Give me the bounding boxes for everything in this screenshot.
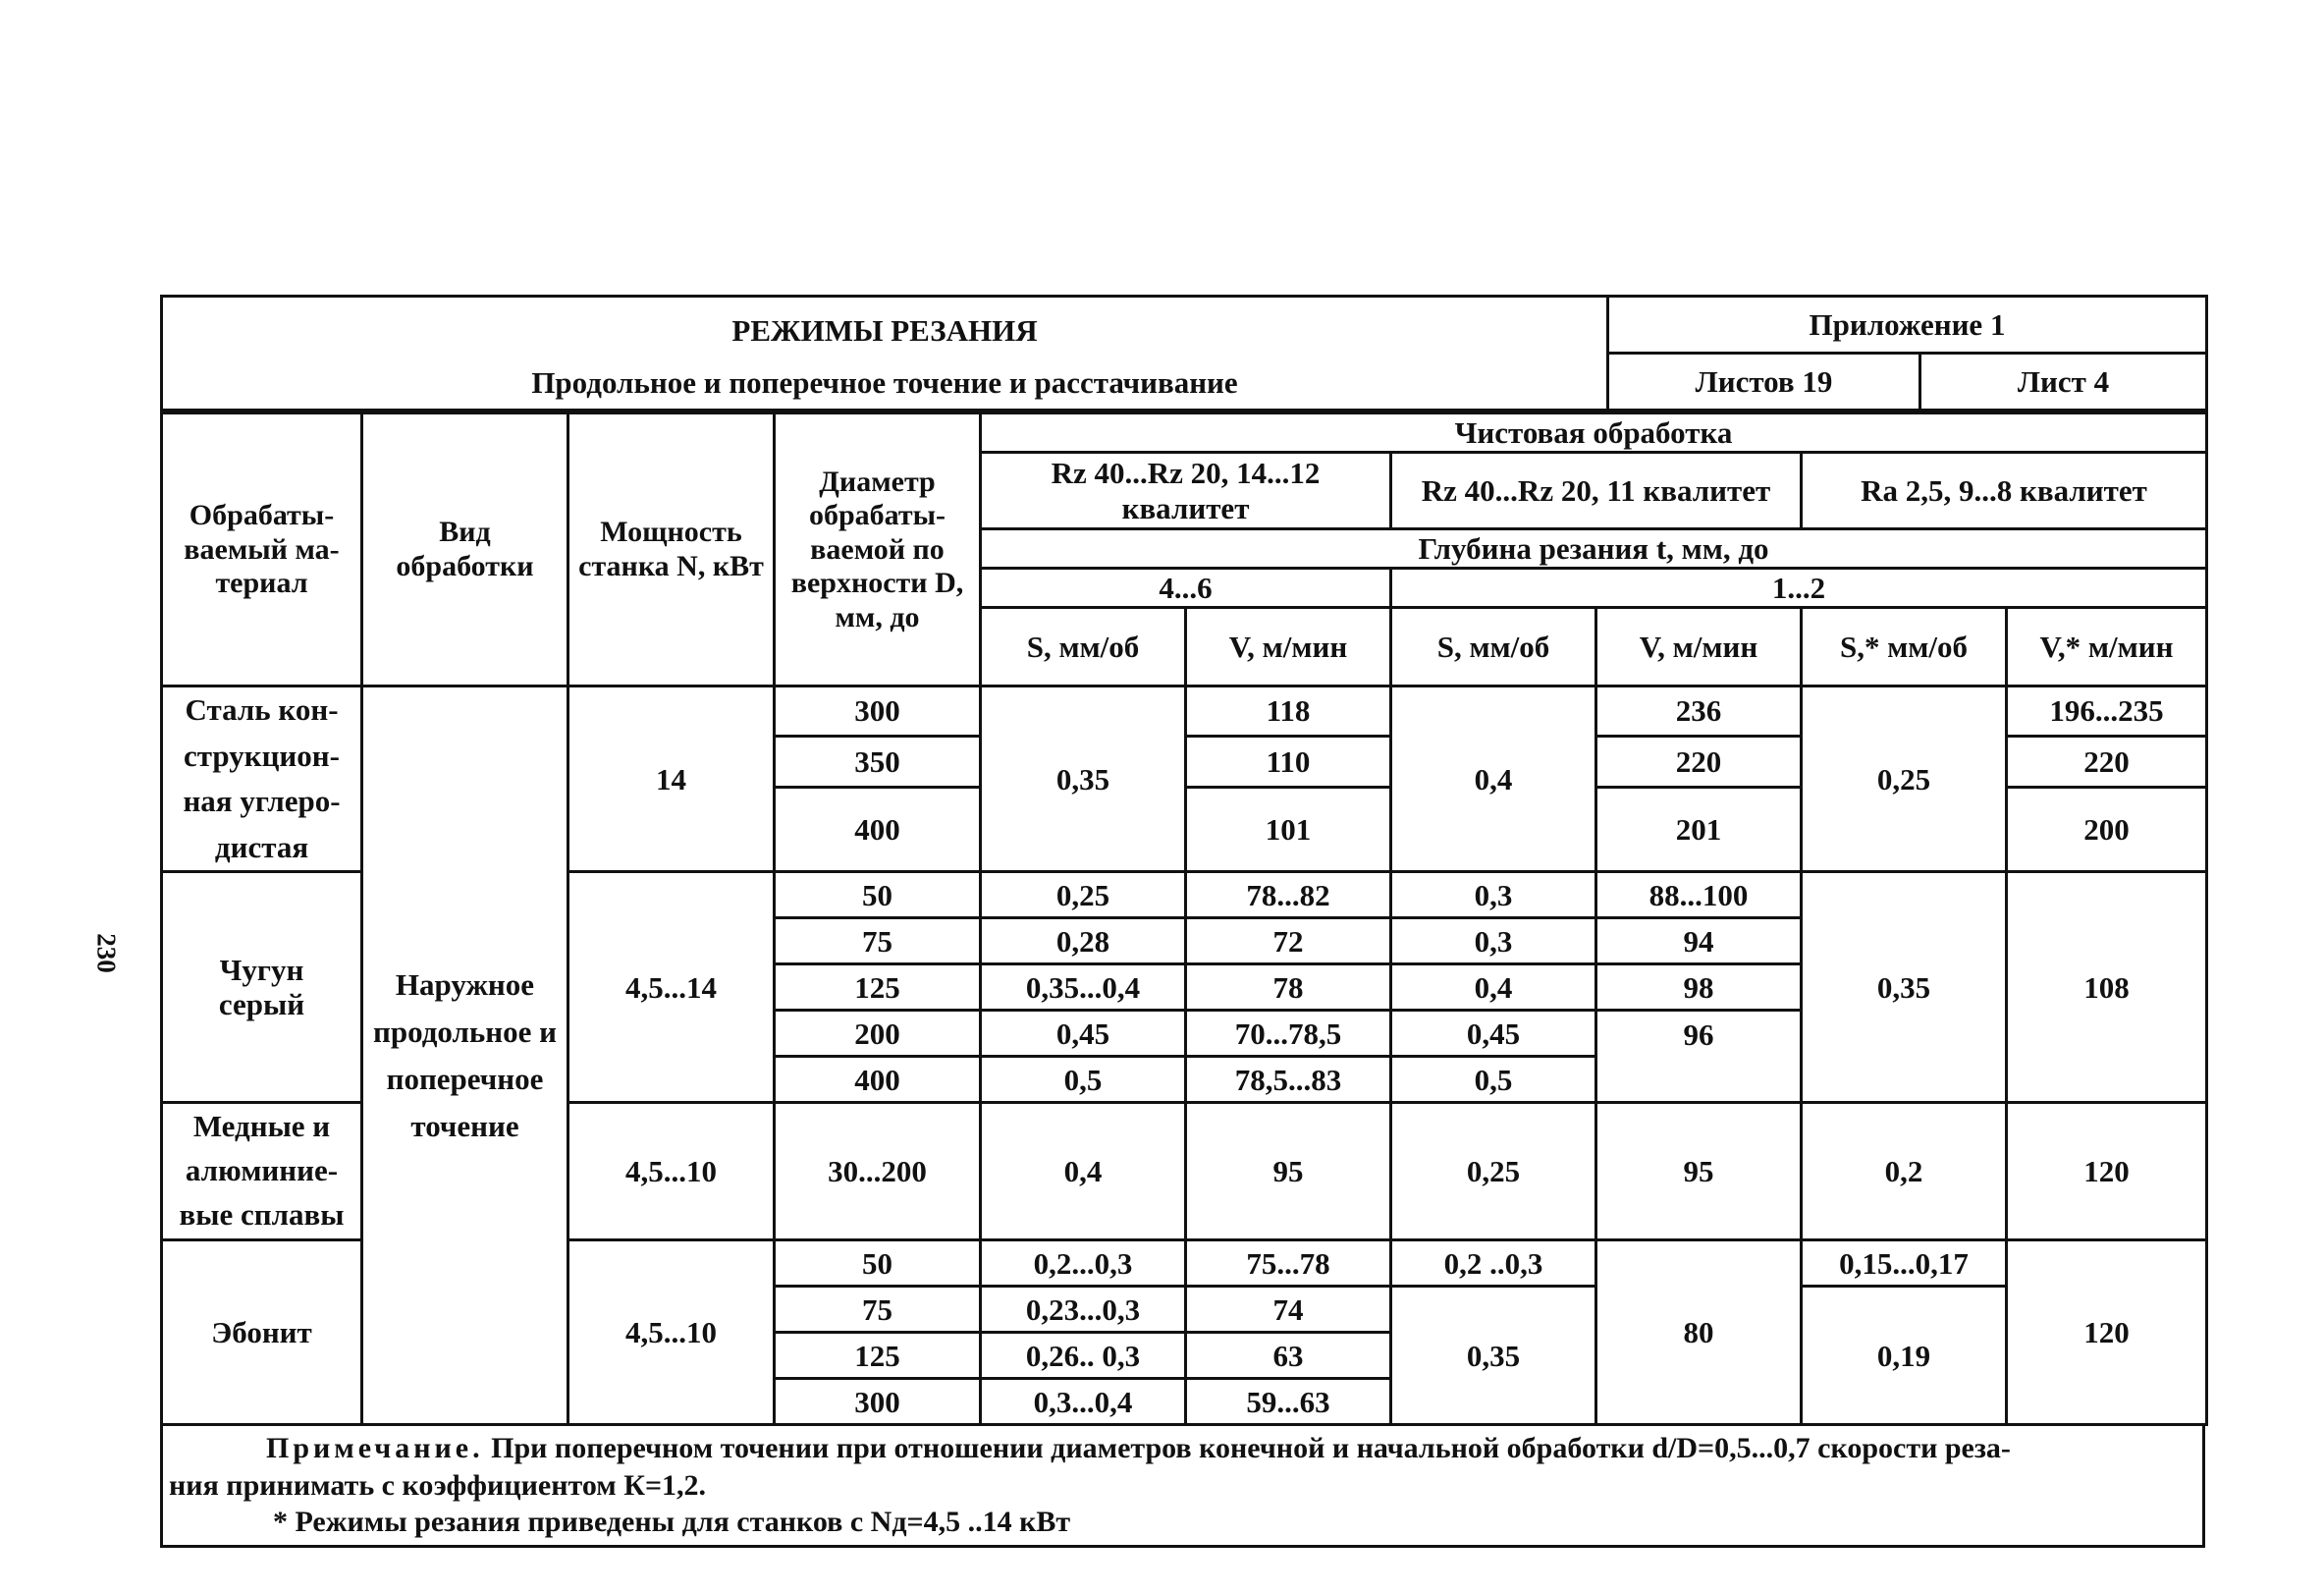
power-steel: 14 xyxy=(568,687,775,872)
header-table xyxy=(160,295,2208,412)
table-cell: 0,35 xyxy=(1802,872,2007,1103)
note-line-1 xyxy=(163,1430,2202,1467)
note-label: Примечание. xyxy=(266,1432,484,1465)
page-subtitle: Продольное и поперечное точение и расстачивание xyxy=(531,364,1238,400)
depth-header: Глубина резания t, мм, до xyxy=(981,529,2207,569)
table-cell: 0,19 xyxy=(1802,1287,2007,1425)
page-number: 230 xyxy=(91,933,122,973)
col-s3: S,* мм/об xyxy=(1802,608,2007,687)
table-cell: 0,26.. 0,3 xyxy=(981,1333,1186,1379)
table-cell: 236 xyxy=(1596,687,1802,737)
table-cell: 350 xyxy=(775,737,981,788)
table-cell: 200 xyxy=(775,1011,981,1057)
table-cell: 220 xyxy=(1596,737,1802,788)
col-v2: V, м/мин xyxy=(1596,608,1802,687)
col-s1: S, мм/об xyxy=(981,608,1186,687)
material-steel: Сталь кон-струкцион-ная углеро-дистая xyxy=(162,687,362,872)
depth-1-2: 1...2 xyxy=(1391,569,2207,608)
material-ebonite: Эбонит xyxy=(162,1240,362,1425)
table-cell: 78 xyxy=(1186,964,1391,1011)
table-cell: 125 xyxy=(775,1333,981,1379)
table-cell: 50 xyxy=(775,1240,981,1287)
table-cell: 50 xyxy=(775,872,981,918)
table-cell: 120 xyxy=(2007,1103,2207,1240)
table-cell: 0,45 xyxy=(1391,1011,1596,1057)
table-cell: 30...200 xyxy=(775,1103,981,1240)
material-copper: Медные и алюминие-вые сплавы xyxy=(162,1103,362,1240)
table-cell: 0,5 xyxy=(981,1057,1186,1103)
table-cell: 400 xyxy=(775,1057,981,1103)
table-note xyxy=(160,1426,2205,1548)
table-cell: 88...100 xyxy=(1596,872,1802,918)
group-rz-11: Rz 40...Rz 20, 11 квалитет xyxy=(1391,453,1802,529)
table-cell: 300 xyxy=(775,687,981,737)
table-cell: 59...63 xyxy=(1186,1379,1391,1425)
table-cell: 0,28 xyxy=(981,918,1186,964)
page-title: РЕЖИМЫ РЕЗАНИЯ xyxy=(731,313,1038,348)
table-cell: 220 xyxy=(2007,737,2207,788)
table-cell: 196...235 xyxy=(2007,687,2207,737)
table-cell: 0,2 ..0,3 xyxy=(1391,1240,1596,1287)
power-copper: 4,5...10 xyxy=(568,1103,775,1240)
table-cell: 0,3 xyxy=(1391,918,1596,964)
power-cast-iron: 4,5...14 xyxy=(568,872,775,1103)
table-cell: 75 xyxy=(775,918,981,964)
col-material: Обрабаты-ваемый ма-териал xyxy=(162,413,362,687)
table-cell: 0,15...0,17 xyxy=(1802,1240,2007,1287)
col-power: Мощность станка N, кВт xyxy=(568,413,775,687)
table-cell: 0,25 xyxy=(1802,687,2007,872)
power-ebonite: 4,5...10 xyxy=(568,1240,775,1425)
table-cell: 118 xyxy=(1186,687,1391,737)
table-cell: 0,2...0,3 xyxy=(981,1240,1186,1287)
table-cell: 94 xyxy=(1596,918,1802,964)
table-cell: 201 xyxy=(1596,788,1802,872)
table-cell: 0,5 xyxy=(1391,1057,1596,1103)
group-rz-14-12: Rz 40...Rz 20, 14...12 квалитет xyxy=(981,453,1391,529)
table-cell: 125 xyxy=(775,964,981,1011)
title-block xyxy=(162,297,1608,411)
table-cell: 300 xyxy=(775,1379,981,1425)
note-text-2: ния принимать с коэффициентом К=1,2. xyxy=(169,1468,707,1502)
col-s2: S, мм/об xyxy=(1391,608,1596,687)
cutting-modes-table xyxy=(160,412,2208,1426)
table-cell: 0,35...0,4 xyxy=(981,964,1186,1011)
table-container xyxy=(160,295,2205,1548)
table-cell: 120 xyxy=(2007,1240,2207,1425)
table-cell: 74 xyxy=(1186,1287,1391,1333)
table-cell: 0,4 xyxy=(981,1103,1186,1240)
table-cell: 0,3...0,4 xyxy=(981,1379,1186,1425)
table-cell: 0,4 xyxy=(1391,687,1596,872)
table-cell: 0,23...0,3 xyxy=(981,1287,1186,1333)
table-cell: 0,3 xyxy=(1391,872,1596,918)
table-cell: 0,25 xyxy=(981,872,1186,918)
sheet-number: Лист 4 xyxy=(1920,354,2207,411)
material-cast-iron: Чугун серый xyxy=(162,872,362,1103)
table-cell: 95 xyxy=(1596,1103,1802,1240)
table-cell: 110 xyxy=(1186,737,1391,788)
table-cell: 75...78 xyxy=(1186,1240,1391,1287)
table-cell: 0,45 xyxy=(981,1011,1186,1057)
note-text-1: При поперечном точении при отношении диаметров конечной и начальной обработки d/D=0,5...0,7 скорости реза- xyxy=(491,1432,2011,1465)
group-ra-9-8: Ra 2,5, 9...8 квалитет xyxy=(1802,453,2207,529)
table-cell: 96 xyxy=(1596,1011,1802,1103)
table-cell: 101 xyxy=(1186,788,1391,872)
table-row xyxy=(162,687,2207,737)
table-cell: 400 xyxy=(775,788,981,872)
table-cell: 63 xyxy=(1186,1333,1391,1379)
table-cell: 0,25 xyxy=(1391,1103,1596,1240)
depth-4-6: 4...6 xyxy=(981,569,1391,608)
table-cell: 0,35 xyxy=(981,687,1186,872)
table-cell: 70...78,5 xyxy=(1186,1011,1391,1057)
process-cell: Наружное продольное и поперечное точение xyxy=(362,687,568,1425)
col-diameter: Диаметр обрабаты-ваемой по верхности D, мм, до xyxy=(775,413,981,687)
sheets-total: Листов 19 xyxy=(1608,354,1920,411)
appendix-label: Приложение 1 xyxy=(1608,297,2207,354)
table-cell: 78...82 xyxy=(1186,872,1391,918)
col-v3: V,* м/мин xyxy=(2007,608,2207,687)
col-process: Вид обработки xyxy=(362,413,568,687)
table-cell: 75 xyxy=(775,1287,981,1333)
note-text-3: * Режимы резания приведены для станков с Nд=4,5 ..14 кВт xyxy=(273,1506,1071,1539)
table-cell: 72 xyxy=(1186,918,1391,964)
col-finishing: Чистовая обработка xyxy=(981,413,2207,453)
table-cell: 0,2 xyxy=(1802,1103,2007,1240)
table-cell: 78,5...83 xyxy=(1186,1057,1391,1103)
table-cell: 98 xyxy=(1596,964,1802,1011)
table-cell: 0,4 xyxy=(1391,964,1596,1011)
table-cell: 0,35 xyxy=(1391,1287,1596,1425)
col-v1: V, м/мин xyxy=(1186,608,1391,687)
table-cell: 95 xyxy=(1186,1103,1391,1240)
table-cell: 80 xyxy=(1596,1240,1802,1425)
table-cell: 108 xyxy=(2007,872,2207,1103)
table-cell: 200 xyxy=(2007,788,2207,872)
